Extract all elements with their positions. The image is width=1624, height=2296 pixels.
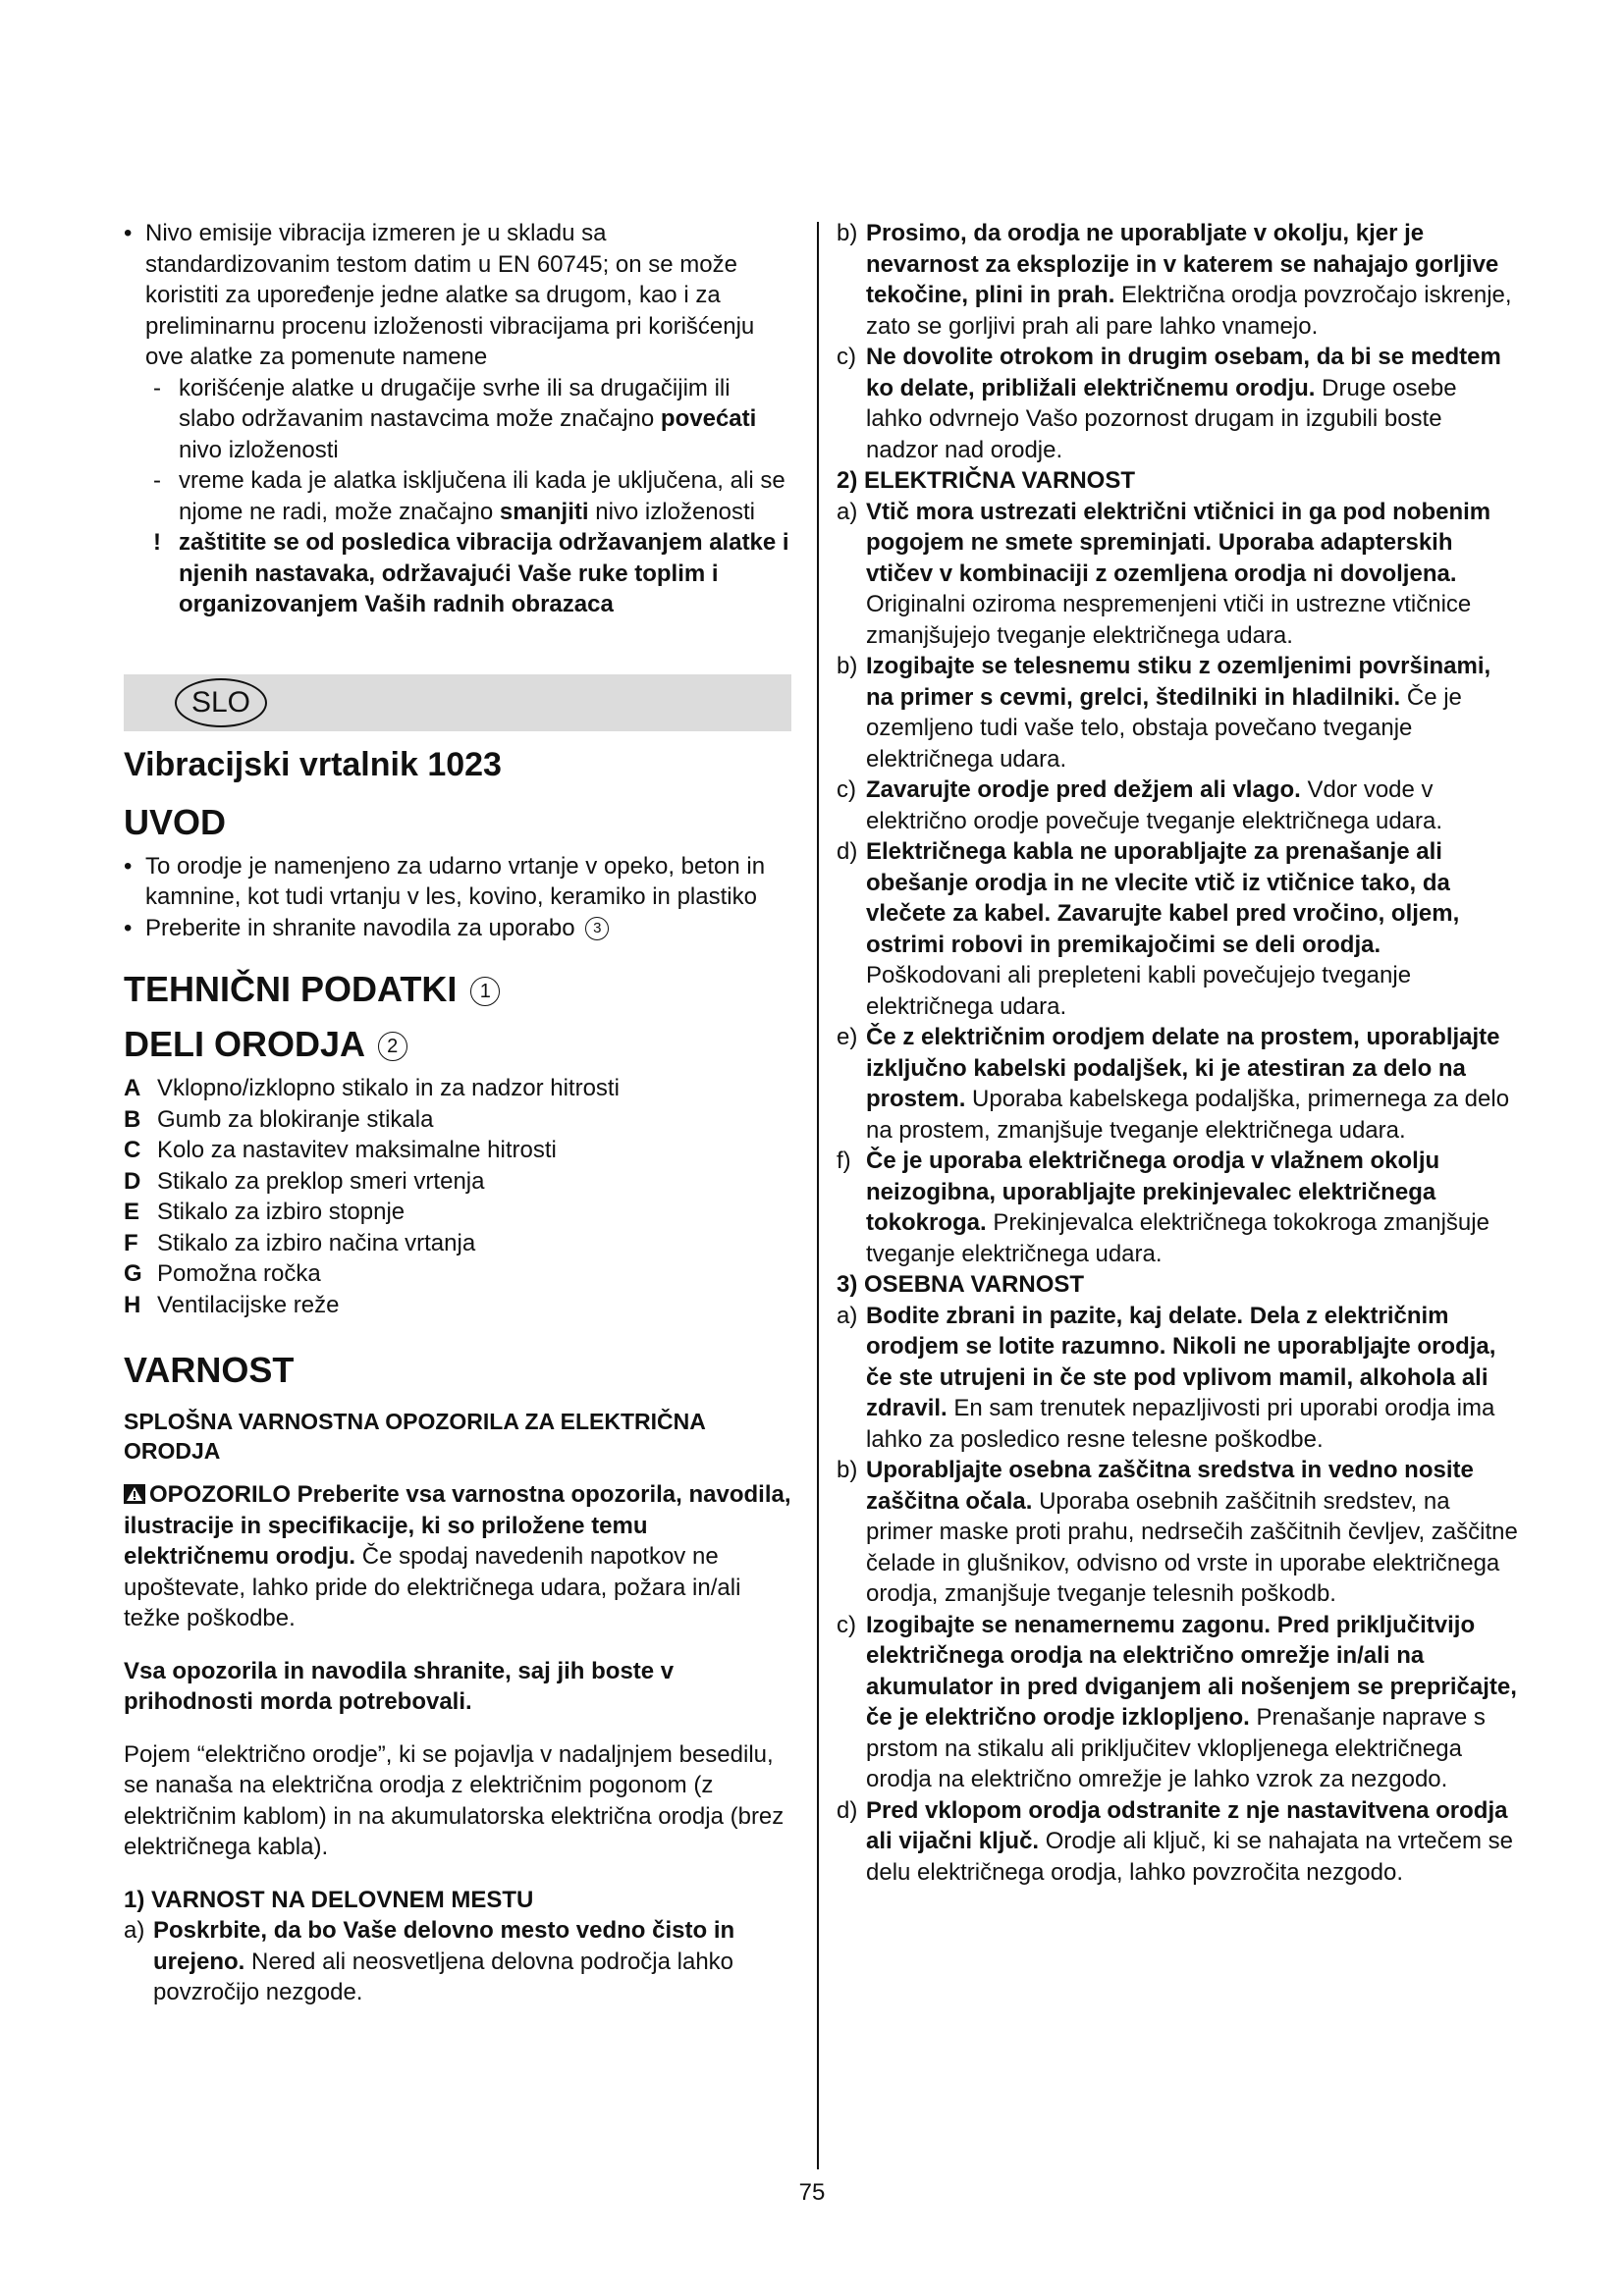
vibration-warning: ! zaštitite se od posledica vibracija održavanjem alatke i njenih nastavaka, održavajući Vaše ruke toplim i organizovanjem Vaših radnih obrazaca	[124, 527, 791, 620]
list-item: d) Pred vklopom orodja odstranite z nje nastavitvena orodja ali vijačni ključ. Orodje ali ključ, ki se nahajata na vrtečem se delu električnega orodja, lahko povzročita nezgodo.	[837, 1796, 1513, 1886]
list-item: C Kolo za nastavitev maksimalne hitrosti	[124, 1137, 557, 1163]
vibration-dash-increase: - korišćenje alatke u drugačije svrhe ili sa drugačijim ili slabo održavanim nastavcima može značajno povećati nivo izloženosti	[124, 373, 791, 466]
list-item: a) Bodite zbrani in pazite, kaj delate. Dela z električnim orodjem se lotite razumno. Nikoli ne uporabljajte orodja, če ste utrujeni in če ste pod vplivom mamil, alkohola ali zdravil. En sam trenutek nepazljivosti pri uporabi orodja ima lahko za posledico resne telesne poškodbe.	[837, 1302, 1496, 1453]
uvod-bullet-purpose: • To orodje je namenjeno za udarno vrtanje v opeko, beton in kamnine, kot tudi vrtanju v les, kovino, keramiko in plastiko	[124, 851, 791, 913]
uvod-heading: UVOD	[124, 801, 227, 842]
list-item: b) Prosimo, da orodja ne uporabljate v okolju, kjer je nevarnost za eksplozije in v katerem se nahajajo gorljive tekočine, plini in prah. Električna orodja povzročajo iskrenje, zato se gorljivi prah ali pare lahko vnamejo.	[837, 220, 1512, 340]
list-item: a) Poskrbite, da bo Vaše delovno mesto vedno čisto in urejeno. Nered ali neosvetljena delovna področja lahko povzročijo nezgode.	[124, 1917, 735, 2005]
right-column	[837, 218, 1519, 1888]
keep-instructions-paragraph: Vsa opozorila in navodila shranite, saj jih boste v prihodnosti morda potrebovali.	[124, 1657, 675, 1715]
vibration-bullet: • Nivo emisije vibracija izmeren je u skladu sa standardizovanim testom datim u EN 60745; on se može koristiti za upoređenje jedne alatke sa drugom, kao i za preliminarnu procenu izloženosti vibracijama pri korišćenju ove alatke za pomenute namene	[124, 218, 791, 373]
figure-ref-icon: 2	[378, 1032, 407, 1061]
page-number: 75	[798, 2179, 826, 2206]
list-item: d) Električnega kabla ne uporabljajte za prenašanje ali obešanje orodja in ne vlecite vtič iz vtičnice tako, da vlečete za kabel. Zavarujte kabel pred vročino, oljem, ostrimi robovi in premikajočimi se deli orodja. Poškodovani ali prepleteni kabli povečujejo tveganje električnega udara.	[837, 838, 1460, 1020]
list-item: A Vklopno/izklopno stikalo in za nadzor hitrosti	[124, 1075, 620, 1101]
parts-list	[124, 1073, 791, 1320]
list-item: a) Vtič mora ustrezati električni vtičnici in ga pod nobenim pogojem ne smete spreminjati. Uporaba adapterskih vtičev v kombinaciji z ozemljena orodja ni dovoljena. Originalni oziroma nespremenjeni vtiči in ustrezne vtičnice zmanjšujejo tveganje električnega udara.	[837, 498, 1491, 649]
list-item: B Gumb za blokiranje stikala	[124, 1105, 434, 1133]
workplace-safety-heading: 1) VARNOST NA DELOVNEM MESTU	[124, 1886, 534, 1913]
figure-ref-icon: 3	[585, 917, 609, 940]
warning-triangle-icon	[124, 1484, 145, 1504]
product-title: Vibracijski vrtalnik 1023	[124, 745, 502, 783]
column-divider	[817, 222, 819, 2169]
vibration-dash-decrease: - vreme kada je alatka isključena ili kada je uključena, ali se njome ne radi, može značajno smanjiti nivo izloženosti	[124, 465, 791, 527]
left-column	[124, 218, 791, 2008]
list-item: b) Uporabljajte osebna zaščitna sredstva in vedno nosite zaščitna očala. Uporaba osebnih zaščitnih sredstev, na primer maske proti prahu, nedrsečih zaščitnih čevljev, zaščitne čelade in glušnikov, odvisno od vrste in uporabe električnega orodja, zmanjšuje tveganje telesnih poškodb.	[837, 1457, 1518, 1607]
general-warning-paragraph: OPOZORILO Preberite vsa varnostna opozorila, navodila, ilustracije in specifikacije, ki so priložene temu električnemu orodju. Če spodaj navedenih napotkov ne upoštevate, lahko pride do električnega udara, požara in/ali težke poškodbe.	[124, 1481, 791, 1631]
list-item: c) Ne dovolite otrokom in drugim osebam, da bi se medtem ko delate, približali električnemu orodju. Druge osebe lahko odvrnejo Vašo pozornost drugam in izgubili boste nadzor nad orodje.	[837, 344, 1501, 463]
personal-safety-heading: 3) OSEBNA VARNOST	[837, 1271, 1085, 1298]
list-item: c) Izogibajte se nenamernemu zagonu. Pred priključitvijo električnega orodja na električno omrežje in/ali na akumulator in pred dviganjem ali nošenjem se prepričajte, če je električno orodje izklopljeno. Prenašanje naprave s prstom na stikalu ali priključitev vklopljenega električnega orodja na električno omrežje je lahko vzrok za nezgodo.	[837, 1611, 1517, 1792]
list-item: H Ventilacijske reže	[124, 1291, 340, 1318]
uvod-bullet-instructions: • Preberite in shranite navodila za uporabo 3	[124, 913, 791, 944]
general-safety-heading: SPLOŠNA VARNOSTNA OPOZORILA ZA ELEKTRIČNA ORODJA	[124, 1409, 706, 1464]
varnost-heading: VARNOST	[124, 1350, 295, 1390]
list-item: f) Če je uporaba električnega orodja v vlažnem okolju neizogibna, uporabljajte prekinjevalec električnega tokokroga. Prekinjevalca električnega tokokroga zmanjšuje tveganje električnega udara.	[837, 1148, 1489, 1267]
term-definition-paragraph: Pojem “električno orodje”, ki se pojavlja v nadaljnjem besedilu, se nanaša na električna orodja z električnim pogonom (z električnim kablom) in na akumulatorska električna orodja (brez električnega kabla).	[124, 1740, 785, 1860]
list-item: c) Zavarujte orodje pred dežjem ali vlago. Vdor vode v električno orodje povečuje tveganje električnega udara.	[837, 776, 1443, 834]
list-item: E Stikalo za izbiro stopnje	[124, 1199, 406, 1225]
language-bar	[124, 674, 791, 731]
list-item: e) Če z električnim orodjem delate na prostem, uporabljajte izključno kabelski podaljšek, ki je atestiran za delo na prostem. Uporaba kabelskega podaljška, primernega za delo na prostem, zmanjšuje tveganje električnega udara.	[837, 1024, 1510, 1144]
list-item: F Stikalo za izbiro načina vrtanja	[124, 1229, 476, 1256]
list-item: b) Izogibajte se telesnemu stiku z ozemljenimi površinami, na primer s cevmi, grelci, štedilniki in hladilniki. Če je ozemljeno tudi vaše telo, obstaja povečano tveganje električnega udara.	[837, 653, 1491, 773]
language-badge: SLO	[175, 678, 267, 727]
list-item: G Pomožna ročka	[124, 1260, 321, 1287]
parts-heading: DELI ORODJA 2	[124, 1024, 791, 1065]
electrical-safety-heading: 2) ELEKTRIČNA VARNOST	[837, 467, 1136, 494]
figure-ref-icon: 1	[470, 977, 500, 1006]
list-item: D Stikalo za preklop smeri vrtenja	[124, 1167, 485, 1195]
tech-data-heading: TEHNIČNI PODATKI 1	[124, 969, 791, 1010]
